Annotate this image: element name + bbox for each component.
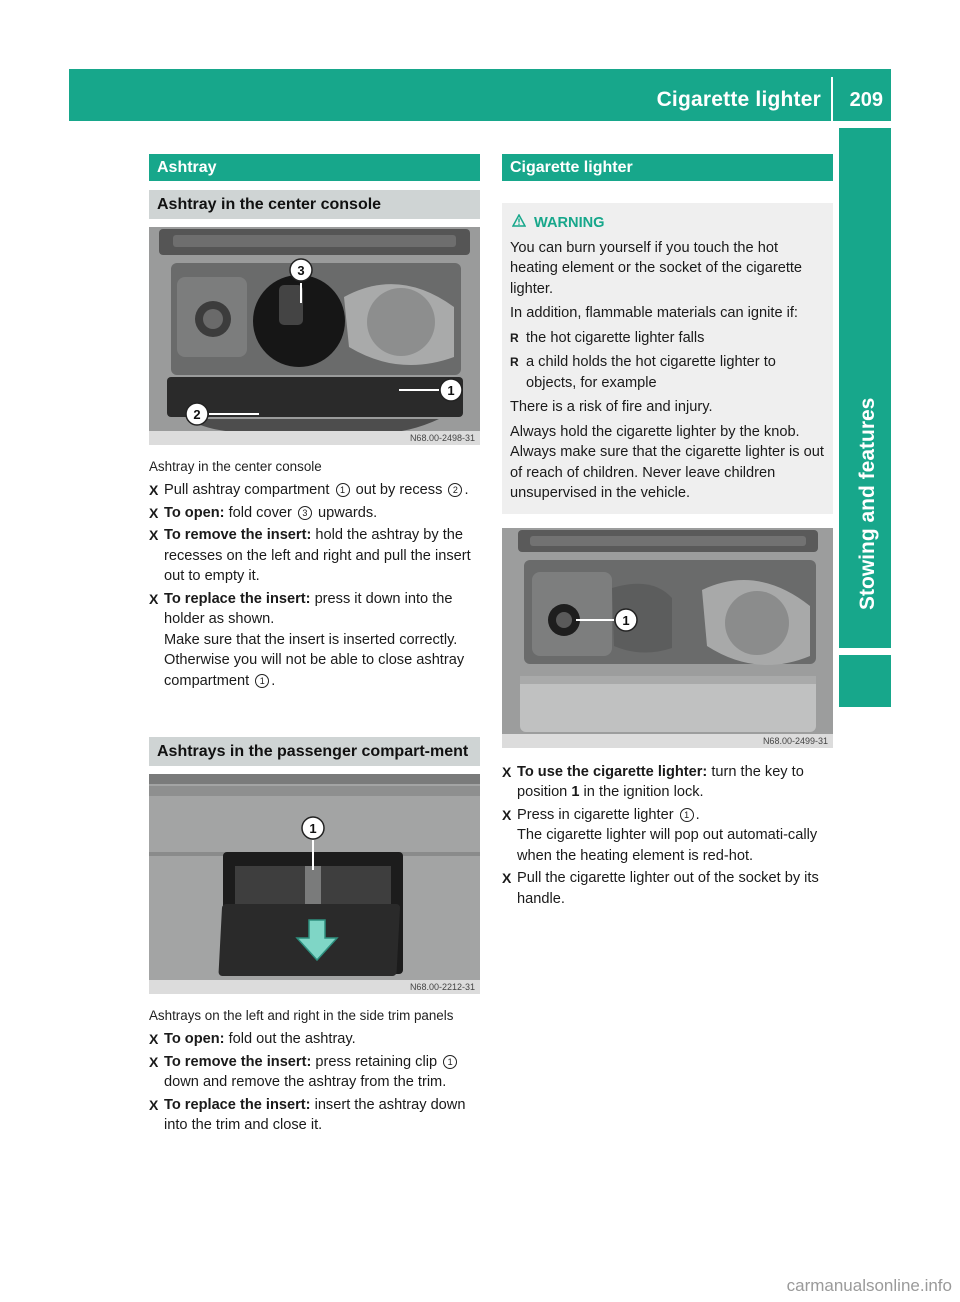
callout-number: 1 [336, 483, 350, 497]
step-item: X Pull the cigarette lighter out of the socket by its handle. [502, 870, 819, 907]
svg-text:3: 3 [297, 263, 305, 278]
svg-text:2: 2 [193, 407, 201, 422]
chapter-marker-square [839, 655, 891, 707]
subheading-center-console: Ashtray in the center console [149, 190, 480, 219]
figure-code: N68.00-2212-31 [409, 982, 475, 992]
section-title-cigarette-lighter: Cigarette lighter [502, 154, 833, 181]
callout-number: 1 [255, 674, 269, 688]
step-marker-icon: X [502, 806, 512, 823]
callout-number: 2 [448, 483, 462, 497]
warning-box [502, 203, 833, 514]
figure-caption: Ashtray in the center console [149, 459, 322, 474]
steps-list [502, 762, 833, 910]
steps-list [149, 1029, 480, 1136]
callout-number: 1 [443, 1055, 457, 1069]
svg-text:1: 1 [309, 821, 317, 836]
center-console-ashtray-illustration [149, 227, 480, 445]
warning-bullet: R the hot cigarette lighter falls [510, 328, 825, 349]
subheading-passenger-compartment: Ashtrays in the passenger compart-ment [149, 737, 480, 766]
warning-text: You can burn yourself if you touch the hot heating element or the socket of the cigarette lighter. [510, 239, 803, 297]
header-bar [69, 69, 891, 121]
warning-bullet: R a child holds the hot cigarette lighter to objects, for example [510, 354, 776, 391]
footer-watermark: carmanualsonline.info [786, 1276, 952, 1295]
step-marker-icon: X [149, 1031, 159, 1047]
step-item: X To open: fold out the ashtray. [149, 1029, 480, 1050]
figure-code: N68.00-2498-31 [409, 433, 475, 443]
step-item: X To remove the insert: hold the ashtray by the recesses on the left and right and pull the insert out to empty it. [149, 527, 471, 584]
passenger-ashtray-illustration [149, 774, 480, 994]
bullet-marker-icon: R [510, 330, 519, 345]
figure-cigarette-lighter [502, 528, 833, 748]
bullet-marker-icon: R [510, 355, 519, 369]
figure-caption: Ashtrays on the left and right in the side trim panels [149, 1008, 454, 1023]
step-item: X To remove the insert: press retaining clip 1 down and remove the ashtray from the trim. [149, 1052, 480, 1093]
chapter-side-tab-label: Stowing and features [856, 397, 879, 610]
step-marker-icon: X [149, 504, 159, 521]
step-item: X To open: fold cover 3 upwards. [149, 503, 480, 524]
step-item: X To replace the insert: insert the ashtray down into the trim and close it. [149, 1096, 466, 1133]
warning-text: In addition, flammable materials can ignite if: [510, 305, 798, 321]
callout-number: 1 [680, 808, 694, 822]
svg-text:1: 1 [447, 383, 455, 398]
callout-number: 3 [298, 506, 312, 520]
warning-text: Always hold the cigarette lighter by the knob. Always make sure that the cigarette lighter is out of reach of children. Never leave children unsupervised in the vehicle. [510, 423, 824, 501]
svg-text:1: 1 [622, 612, 630, 628]
step-marker-icon: X [149, 1053, 159, 1070]
steps-list [149, 480, 480, 691]
step-item: X To use the cigarette lighter: turn the key to position 1 in the ignition lock. [502, 763, 804, 800]
warning-text: There is a risk of fire and injury. [510, 399, 713, 415]
right-column [502, 154, 833, 911]
left-column [149, 154, 480, 1138]
warning-heading: WARNING [510, 213, 825, 234]
warning-triangle-icon [512, 213, 526, 234]
step-marker-icon: X [149, 590, 159, 607]
figure-center-console-ashtray [149, 227, 480, 445]
step-item: X Pull ashtray compartment 1 out by recess 2 . [149, 480, 480, 501]
cigarette-lighter-illustration [502, 528, 833, 748]
step-marker-icon: X [502, 763, 512, 780]
header-divider [831, 77, 833, 121]
page-number: 209 [849, 89, 883, 111]
figure-code: N68.00-2499-31 [762, 735, 828, 746]
step-marker-icon: X [149, 527, 159, 543]
step-item: X Press in cigarette lighter 1 . The cigarette lighter will pop out automati-cally when the heating element is red-hot. [502, 806, 818, 864]
step-item: X To replace the insert: press it down into the holder as shown. Make sure that the insert is inserted correctly. Otherwise you will not be able to close ashtray compartment 1 . [149, 590, 465, 689]
section-title-ashtray: Ashtray [149, 154, 480, 181]
step-marker-icon: X [502, 870, 512, 886]
running-header-title: Cigarette lighter [656, 88, 821, 111]
step-marker-icon: X [149, 482, 159, 498]
step-marker-icon: X [149, 1096, 159, 1113]
figure-passenger-ashtray [149, 774, 480, 994]
